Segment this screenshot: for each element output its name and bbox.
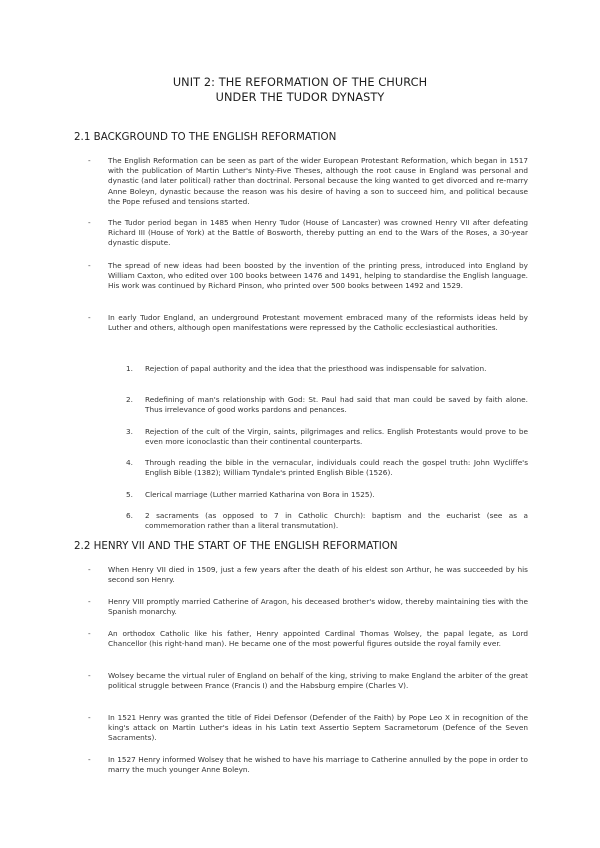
item-number: 1.	[126, 364, 133, 373]
list-item: - An orthodox Catholic like his father, Henry appointed Cardinal Thomas Wolsey, the papal legate, as Lord Chancellor (his right-hand man). He became one of the most powerful figures outside the royal family ever.	[82, 629, 528, 649]
list-item: - The English Reformation can be seen as part of the wider European Protestant Reformation, which began in 1517 with the publication of Martin Luther's Ninty-Five Theses, although the root cause in England was personal and dynastic (and later political) rather than doctrinal. Personal because the king wanted to get divorced and re-marry Anne Boleyn, dynastic because the reason was his desire of having a son to succeed him, and political because the Pope refused and tensions started.	[82, 156, 528, 207]
item-number: 4.	[126, 458, 133, 467]
list-item: - In early Tudor England, an underground Protestant movement embraced many of the reformists ideas held by Luther and others, although open manifestations were repressed by the Catholic ecclesiastical authorities.	[82, 313, 528, 333]
unit-title-line-2: UNDER THE TUDOR DYNASTY	[215, 91, 385, 104]
item-number: 6.	[126, 511, 133, 520]
section-heading-henry: 2.2 HENRY VII AND THE START OF THE ENGLISH REFORMATION	[74, 540, 398, 552]
section-heading-background: 2.1 BACKGROUND TO THE ENGLISH REFORMATION	[74, 131, 337, 143]
item-number: 3.	[126, 427, 133, 436]
item-text: 2 sacraments (as opposed to 7 in Catholic Church): baptism and the eucharist (see as a commemoration rather than a literal transmutation).	[145, 511, 528, 531]
unit-title	[0, 75, 600, 105]
list-item: - In 1521 Henry was granted the title of Fidei Defensor (Defender of the Faith) by Pope Leo X in recognition of the king's attack on Martin Luther's ideas in his Latin text Assertio Septem Sacrametorum (Defence of the Seven Sacraments).	[82, 713, 528, 744]
list-item: - When Henry VII died in 1509, just a few years after the death of his eldest son Arthur, he was succeeded by his second son Henry.	[82, 565, 528, 585]
numbered-item	[126, 511, 528, 531]
list-item: - Wolsey became the virtual ruler of England on behalf of the king, striving to make England the arbiter of the great political struggle between France (Francis I) and the Habsburg empire (Charles V).	[82, 671, 528, 691]
numbered-item	[126, 395, 528, 415]
list-item: - The spread of new ideas had been boosted by the invention of the printing press, introduced into England by William Caxton, who edited over 100 books between 1476 and 1491, helping to standardise the English language. His work was continued by Richard Pinson, who printed over 500 books between 1492 and 1529.	[82, 261, 528, 292]
item-text: Redefining of man's relationship with God: St. Paul had said that man could be saved by faith alone. Thus irrelevance of good works pardons and penances.	[145, 395, 528, 415]
numbered-item	[126, 490, 528, 500]
numbered-item	[126, 364, 528, 374]
item-number: 2.	[126, 395, 133, 404]
list-item: - Henry VIII promptly married Catherine of Aragon, his deceased brother's widow, thereby maintaining ties with the Spanish monarchy.	[82, 597, 528, 617]
item-text: Rejection of papal authority and the idea that the priesthood was indispensable for salvation.	[145, 364, 487, 373]
numbered-item	[126, 458, 528, 478]
item-text: Rejection of the cult of the Virgin, saints, pilgrimages and relics. English Protestants would prove to be even more iconoclastic than their continental counterparts.	[145, 427, 528, 447]
numbered-item	[126, 427, 528, 447]
list-item: - The Tudor period began in 1485 when Henry Tudor (House of Lancaster) was crowned Henry VII after defeating Richard III (House of York) at the Battle of Bosworth, thereby putting an end to the Wars of the Roses, a 30-year dynastic dispute.	[82, 218, 528, 249]
item-text: Clerical marriage (Luther married Katharina von Bora in 1525).	[145, 490, 375, 499]
item-text: Through reading the bible in the vernacular, individuals could reach the gospel truth: John Wycliffe's English Bible (1382); William Tyndale's printed English Bible (1526).	[145, 458, 528, 478]
list-item: - In 1527 Henry informed Wolsey that he wished to have his marriage to Catherine annulled by the pope in order to marry the much younger Anne Boleyn.	[82, 755, 528, 775]
unit-title-line-1: UNIT 2: THE REFORMATION OF THE CHURCH	[172, 76, 428, 89]
item-number: 5.	[126, 490, 133, 499]
